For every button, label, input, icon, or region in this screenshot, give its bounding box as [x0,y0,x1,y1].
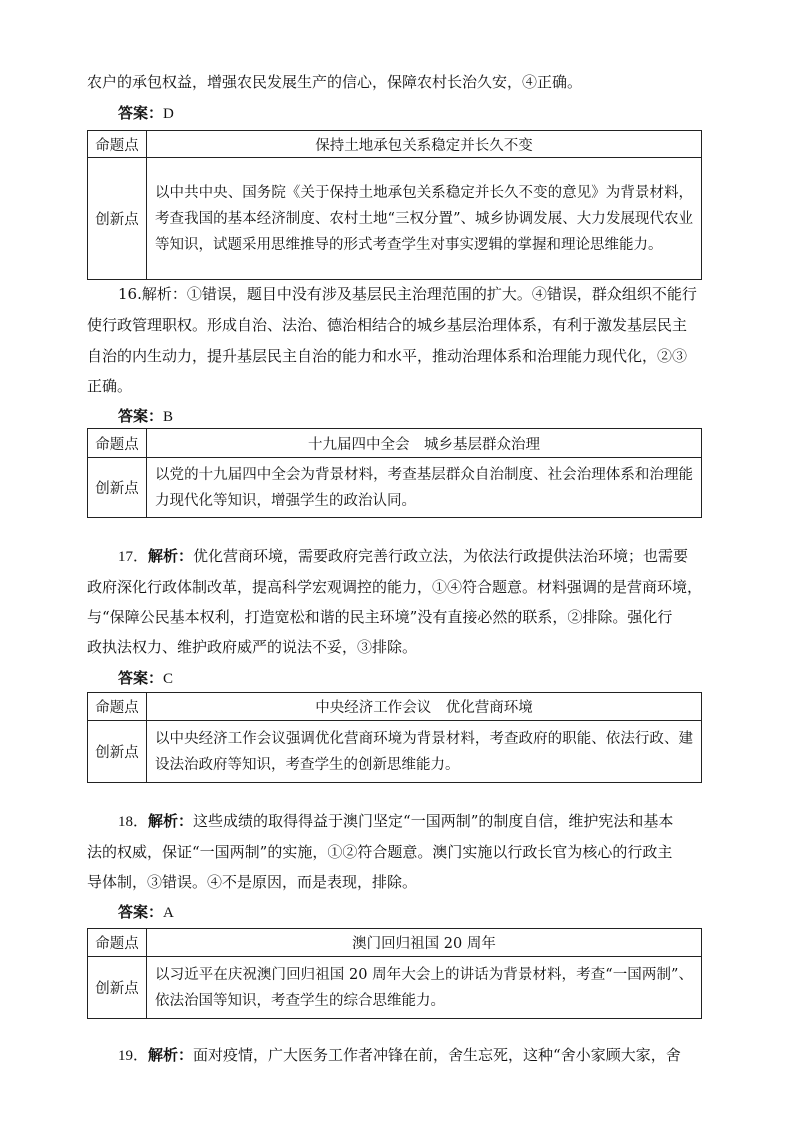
q18-table [87,928,702,1019]
label-innovation: 创新点 [88,458,147,518]
q17-line-4: 政执法权力、维护政府威严的说法不妥，③排除。 [87,638,418,656]
q17-line-2: 政府深化行政体制改革，提高科学宏观调控的能力，①④符合题意。材料强调的是营商环境， [87,578,702,596]
q18-answer [118,902,174,923]
answer-label: 答案： [118,903,164,921]
q17-table [87,692,702,783]
q16-table [87,428,702,518]
label-innovation: 创新点 [88,957,147,1019]
innovation-text: 以习近平在庆祝澳门回归祖国 20 周年大会上的讲话为背景材料，考查“一国两制”、依法治国等知识，考查学生的综合思维能力。 [147,957,702,1019]
innovation-text: 以中央经济工作会议强调优化营商环境为背景材料，考查政府的职能、依法行政、建设法治政府等知识，考查学生的创新思维能力。 [147,721,702,783]
q15-continuation: 农户的承包权益，增强农民发展生产的信心，保障农村长治久安，④正确。 [87,73,583,91]
innovation-text: 以党的十九届四中全会为背景材料，考查基层群众自治制度、社会治理体系和治理能力现代化等知识，增强学生的政治认同。 [147,458,702,518]
q17-line-1 [118,546,702,567]
label-point: 命题点 [88,693,147,721]
answer-value: D [163,106,174,122]
q19-number: 19． [118,1048,149,1064]
q15-answer [118,103,174,124]
q16-line-4: 正确。 [87,377,133,395]
label-point: 命题点 [88,429,147,458]
answer-label: 答案： [118,669,164,687]
point-title: 十九届四中全会 城乡基层群众治理 [147,429,702,458]
answer-value: A [163,905,174,921]
answer-label: 答案： [118,104,164,122]
answer-label: 答案： [118,407,164,425]
q18-line-3: 导体制，③错误。④不是原因，而是表现，排除。 [87,873,418,891]
q17-text: 优化营商环境，需要政府完善行政立法，为依法行政提供法治环境；也需要 [193,547,689,565]
label-point: 命题点 [88,929,147,957]
q16-line-1: 16.解析：①错误，题目中没有涉及基层民主治理范围的扩大。④错误，群众组织不能行 [118,285,697,303]
label-point: 命题点 [88,131,147,158]
q16-line-2: 使行政管理职权。形成自治、法治、德治相结合的城乡基层治理体系，有利于激发基层民主 [87,316,688,334]
answer-value: C [163,671,174,687]
q17-label: 解析： [148,547,194,565]
point-title: 澳门回归祖国 20 周年 [147,929,702,957]
q17-line-3: 与“保障公民基本权利，打造宽松和谐的民主环境”没有直接必然的联系，②排除。强化行 [87,608,673,626]
innovation-text: 以中共中央、国务院《关于保持土地承包关系稳定并长久不变的意见》为背景材料，考查我国的基本经济制度、农村土地“三权分置”、城乡协调发展、大力发展现代农业等知识，试题采用思维推导的形式考查学生对事实逻辑的掌握和理论思维能力。 [147,158,702,280]
point-title: 中央经济工作会议 优化营商环境 [147,693,702,721]
q16-answer [118,406,173,427]
label-innovation: 创新点 [88,721,147,783]
q18-line-1 [118,811,702,832]
label-innovation: 创新点 [88,158,147,280]
q18-text: 这些成绩的取得得益于澳门坚定“一国两制”的制度自信，维护宪法和基本 [193,812,674,830]
q17-number: 17． [118,549,149,565]
answer-value: B [163,409,174,425]
q18-line-2: 法的权威，保证“一国两制”的实施，①②符合题意。澳门实施以行政长官为核心的行政主 [87,843,673,861]
q18-number: 18． [118,814,149,830]
q19-text: 面对疫情，广大医务工作者冲锋在前，舍生忘死，这种“舍小家顾大家，舍 [193,1046,681,1064]
q15-table [87,130,702,280]
q16-line-3: 自治的内生动力，提升基层民主自治的能力和水平，推动治理体系和治理能力现代化，②③ [87,347,688,365]
q18-label: 解析： [148,812,194,830]
point-title: 保持土地承包关系稳定并长久不变 [147,131,702,158]
q17-answer [118,668,173,689]
q19-line-1 [118,1045,702,1066]
q19-label: 解析： [148,1046,194,1064]
